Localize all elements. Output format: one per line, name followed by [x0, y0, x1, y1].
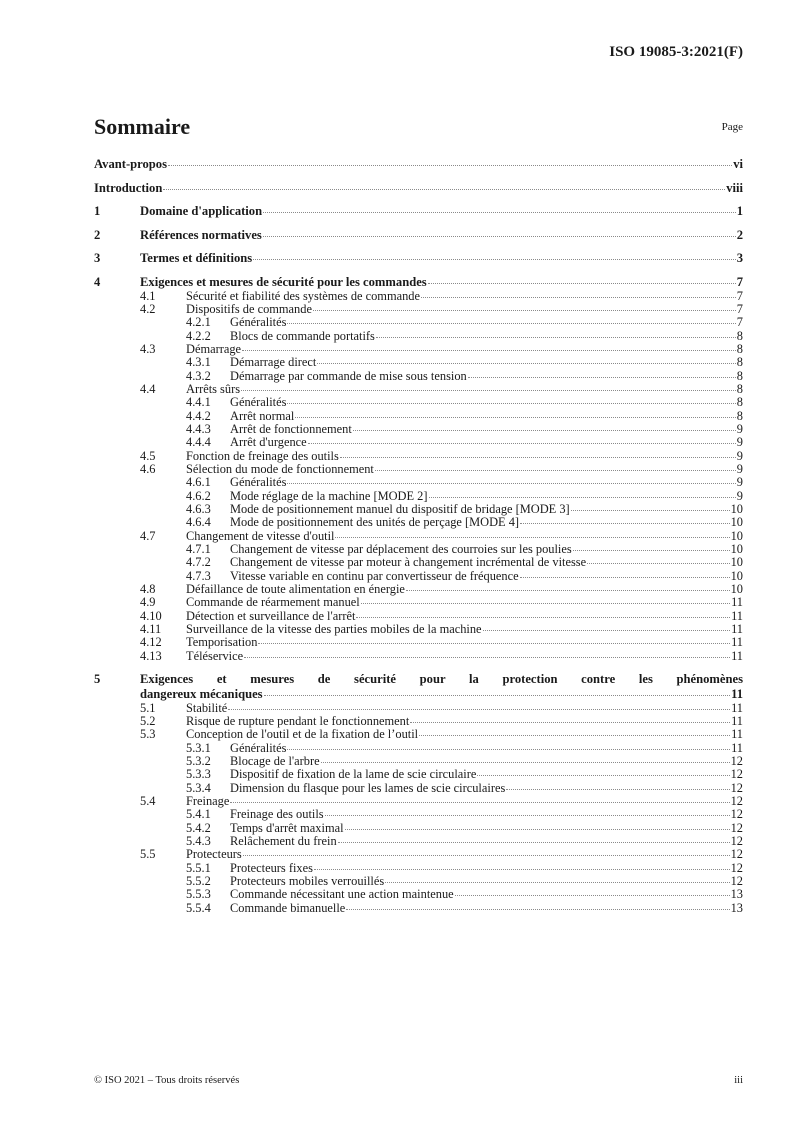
- dot-leader: [520, 577, 730, 578]
- dot-leader: [258, 643, 730, 644]
- dot-leader: [477, 775, 729, 776]
- dot-leader: [340, 457, 736, 458]
- toc-entry-number: 4.2: [140, 301, 156, 316]
- toc-entry-number: 4.6.1: [186, 475, 211, 490]
- toc-entry-title: Risque de rupture pendant le fonctionnement: [186, 713, 410, 728]
- toc-entry-page: 12: [730, 780, 743, 795]
- toc-entry[interactable]: [94, 383, 743, 396]
- toc-entry-page: viii: [726, 180, 743, 195]
- toc-entry-title: Dispositifs de commande: [186, 301, 312, 316]
- toc-entry-number: 5: [94, 671, 101, 686]
- page-column-label: Page: [721, 121, 743, 133]
- toc-entry-title: Freinage: [186, 794, 230, 809]
- toc-entry-title: Arrêts sûrs: [186, 381, 241, 396]
- dot-leader: [264, 695, 731, 696]
- dot-leader: [375, 470, 736, 471]
- dot-leader: [295, 417, 735, 418]
- toc-entry-page: 7: [736, 315, 743, 330]
- toc-entry[interactable]: [94, 530, 743, 543]
- toc-entry[interactable]: [94, 503, 743, 516]
- dot-leader: [455, 895, 730, 896]
- toc-entry-number: 5.4.3: [186, 834, 211, 849]
- toc-entry-number: 4.5: [140, 448, 156, 463]
- toc-entry[interactable]: [94, 650, 743, 663]
- toc-entry-page: 12: [730, 807, 743, 822]
- dot-leader: [346, 909, 729, 910]
- toc-entry[interactable]: [94, 204, 743, 219]
- toc-entry-page: 10: [730, 528, 743, 543]
- dot-leader: [410, 722, 730, 723]
- toc-entry-number: 5.3: [140, 727, 156, 742]
- dot-leader: [468, 377, 736, 378]
- table-of-contents: [94, 157, 743, 915]
- toc-entry-page: 7: [736, 274, 743, 289]
- toc-entry-page: 8: [736, 328, 743, 343]
- toc-entry[interactable]: [94, 875, 743, 888]
- dot-leader: [353, 430, 736, 431]
- toc-entry-title: Temporisation: [186, 635, 258, 650]
- dot-leader: [244, 657, 730, 658]
- toc-entry-page: 11: [731, 635, 743, 650]
- dot-leader: [520, 523, 730, 524]
- toc-entry-title: Relâchement du frein: [230, 834, 337, 849]
- toc-entry[interactable]: [94, 728, 743, 741]
- toc-entry-page: 11: [731, 740, 743, 755]
- toc-entry-number: 1: [94, 204, 101, 218]
- toc-entry-number: 4.6.4: [186, 515, 211, 530]
- toc-entry-page: 8: [736, 381, 743, 396]
- toc-entry[interactable]: [94, 782, 743, 795]
- dot-leader: [317, 363, 735, 364]
- toc-title: Sommaire: [94, 114, 191, 139]
- footer-page-number: iii: [734, 1075, 743, 1086]
- toc-entry[interactable]: [94, 636, 743, 649]
- toc-entry-title: Démarrage direct: [230, 355, 317, 370]
- toc-entry-page: 3: [736, 251, 743, 265]
- toc-entry[interactable]: [94, 343, 743, 356]
- toc-entry-title: Temps d'arrêt maximal: [230, 820, 344, 835]
- toc-entry-number: 4.4.4: [186, 435, 211, 450]
- document-id: ISO 19085-3:2021(F): [609, 44, 743, 60]
- toc-entry-title-line2-row: [140, 687, 743, 702]
- dot-leader: [587, 563, 730, 564]
- toc-entry[interactable]: [94, 303, 743, 316]
- toc-entry-number: 4.2.1: [186, 315, 211, 330]
- toc-entry-page: 11: [731, 608, 743, 623]
- dot-leader: [168, 165, 732, 166]
- toc-entry-number: 5.5: [140, 847, 156, 862]
- toc-entry-page: 13: [730, 900, 743, 915]
- dot-leader: [263, 236, 736, 237]
- toc-entry-title: Introduction: [94, 180, 163, 195]
- dot-leader: [385, 882, 729, 883]
- toc-entry[interactable]: [94, 623, 743, 636]
- toc-entry-number: 4.1: [140, 288, 156, 303]
- dot-leader: [230, 802, 729, 803]
- dot-leader: [345, 829, 730, 830]
- toc-entry-title: Défaillance de toute alimentation en énergie: [186, 582, 405, 597]
- toc-entry-page: 8: [736, 408, 743, 423]
- toc-entry-page: 13: [730, 887, 743, 902]
- toc-entry-page: vi: [733, 157, 743, 171]
- toc-entry-number: 5.4.1: [186, 807, 211, 822]
- dot-leader: [361, 603, 730, 604]
- toc-entry-page: 12: [730, 847, 743, 862]
- toc-entry[interactable]: [94, 755, 743, 768]
- toc-entry-page: 11: [731, 595, 743, 610]
- toc-entry-number: 4: [94, 274, 101, 289]
- toc-entry-title: Surveillance de la vitesse des parties mobiles de la machine: [186, 622, 482, 637]
- toc-entry-title: Arrêt normal: [230, 408, 295, 423]
- toc-entry-number: 3: [94, 251, 101, 265]
- toc-entry-page: 12: [730, 794, 743, 809]
- toc-entry-number: 4.6.2: [186, 488, 211, 503]
- toc-entry[interactable]: [94, 742, 743, 755]
- toc-entry-page: 10: [730, 555, 743, 570]
- dot-leader: [571, 510, 730, 511]
- toc-entry-number: 4.13: [140, 648, 162, 663]
- dot-leader: [506, 789, 729, 790]
- toc-entry-title: Généralités: [230, 475, 287, 490]
- toc-entry-page: 8: [736, 395, 743, 410]
- toc-entry[interactable]: [94, 516, 743, 529]
- toc-entry[interactable]: [94, 583, 743, 596]
- toc-entry-number: 4.7.2: [186, 555, 211, 570]
- toc-entry-title: Protecteurs mobiles verrouillés: [230, 874, 385, 889]
- toc-entry[interactable]: [94, 715, 743, 728]
- toc-entry-page: 11: [731, 713, 743, 728]
- dot-leader: [338, 842, 730, 843]
- toc-entry[interactable]: [94, 330, 743, 343]
- toc-entry-title: Commande bimanuelle: [230, 900, 346, 915]
- toc-entry-page: 10: [730, 515, 743, 530]
- toc-entry-page: 9: [736, 448, 743, 463]
- toc-entry[interactable]: [94, 450, 743, 463]
- toc-entry-title: Termes et définitions: [140, 251, 253, 265]
- toc-entry-page: 10: [730, 582, 743, 597]
- toc-entry-title: Fonction de freinage des outils: [186, 448, 339, 463]
- toc-entry-title: Commande de réarmement manuel: [186, 595, 360, 610]
- toc-entry-number: 4.6.3: [186, 502, 211, 516]
- toc-entry[interactable]: [94, 835, 743, 848]
- dot-leader: [573, 550, 730, 551]
- toc-entry-title: Freinage des outils: [230, 807, 324, 822]
- toc-entry[interactable]: [94, 768, 743, 781]
- toc-entry[interactable]: [94, 672, 743, 702]
- toc-entry[interactable]: [94, 808, 743, 821]
- toc-entry-title: Blocage de l'arbre: [230, 754, 320, 768]
- dot-leader: [228, 709, 730, 710]
- toc-entry[interactable]: [94, 543, 743, 556]
- toc-entry-front[interactable]: [94, 181, 743, 196]
- dot-leader: [325, 815, 730, 816]
- footer-copyright: © ISO 2021 – Tous droits réservés: [94, 1075, 240, 1086]
- toc-entry-number: 5.3.1: [186, 740, 211, 755]
- toc-entry-title: Mode de positionnement des unités de perçage [MODE 4]: [230, 515, 520, 530]
- toc-entry[interactable]: [94, 610, 743, 623]
- toc-entry-number: 4.8: [140, 582, 156, 597]
- toc-entry[interactable]: [94, 436, 743, 449]
- toc-entry-title: Mode de positionnement manuel du dispositif de bridage [MODE 3]: [230, 502, 570, 516]
- toc-entry-number: 5.4.2: [186, 820, 211, 835]
- toc-entry-number: 4.7.1: [186, 542, 211, 557]
- toc-entry-title: Arrêt de fonctionnement: [230, 421, 352, 436]
- toc-entry-title: Références normatives: [140, 227, 262, 242]
- toc-entry[interactable]: [94, 251, 743, 266]
- dot-leader: [314, 869, 730, 870]
- toc-entry-title: Généralités: [230, 740, 287, 755]
- toc-entry-page: 12: [730, 767, 743, 782]
- toc-entry[interactable]: [94, 410, 743, 423]
- toc-entry-page: 10: [730, 502, 743, 516]
- toc-entry-title: Sécurité et fiabilité des systèmes de commande: [186, 288, 420, 303]
- toc-entry[interactable]: [94, 275, 743, 290]
- toc-entry-title-block: [140, 672, 743, 702]
- toc-entry-page: 11: [731, 686, 743, 701]
- dot-leader: [243, 855, 730, 856]
- toc-entry-page: 9: [736, 488, 743, 503]
- toc-entry-page: 12: [730, 874, 743, 889]
- toc-entry-number: 5.2: [140, 713, 156, 728]
- toc-entry-number: 5.3.3: [186, 767, 211, 782]
- toc-entry-number: 4.4.2: [186, 408, 211, 423]
- toc-entry-title: Généralités: [230, 395, 287, 410]
- toc-entry[interactable]: [94, 848, 743, 861]
- toc-entry[interactable]: [94, 596, 743, 609]
- toc-entry-page: 2: [736, 227, 743, 242]
- toc-entry-number: 4.4.3: [186, 421, 211, 436]
- toc-entry[interactable]: [94, 570, 743, 583]
- toc-entry[interactable]: [94, 862, 743, 875]
- toc-entry[interactable]: [94, 396, 743, 409]
- dot-leader: [308, 443, 736, 444]
- toc-entry[interactable]: [94, 490, 743, 503]
- dot-leader: [321, 762, 730, 763]
- toc-entry[interactable]: [94, 423, 743, 436]
- toc-entry-title: Conception de l'outil et de la fixation de l’outil: [186, 727, 419, 742]
- toc-entry-front[interactable]: [94, 157, 743, 172]
- dot-leader: [421, 297, 736, 298]
- toc-entry-page: 11: [731, 700, 743, 715]
- dot-leader: [376, 337, 736, 338]
- toc-entry-title: Sélection du mode de fonctionnement: [186, 461, 374, 476]
- toc-entry-title: Changement de vitesse d'outil: [186, 528, 335, 543]
- dot-leader: [406, 590, 730, 591]
- toc-entry-page: 11: [731, 648, 743, 663]
- toc-entry-title-line1: Exigences et mesures de sécurité pour la protection contre les phénomènes: [140, 671, 743, 686]
- dot-leader: [287, 749, 730, 750]
- toc-entry-title: Dispositif de fixation de la lame de scie circulaire: [230, 767, 477, 782]
- toc-entry[interactable]: [94, 902, 743, 915]
- dot-leader: [287, 323, 735, 324]
- dot-leader: [335, 537, 729, 538]
- toc-entry-number: 4.9: [140, 595, 156, 610]
- toc-entry-number: 4.11: [140, 622, 162, 637]
- toc-entry-title: Commande nécessitant une action maintenue: [230, 887, 454, 902]
- dot-leader: [419, 735, 730, 736]
- toc-entry-number: 4.6: [140, 461, 156, 476]
- toc-entry-title: Stabilité: [186, 700, 228, 715]
- toc-entry-number: 4.7: [140, 528, 156, 543]
- toc-entry-page: 10: [730, 568, 743, 583]
- toc-entry-number: 5.3.4: [186, 780, 211, 795]
- toc-entry-page: 9: [736, 475, 743, 490]
- toc-entry-number: 2: [94, 227, 101, 242]
- toc-entry-page: 12: [730, 754, 743, 768]
- toc-entry-title: Dimension du flasque pour les lames de scie circulaires: [230, 780, 506, 795]
- toc-entry-title: Arrêt d'urgence: [230, 435, 307, 450]
- toc-entry[interactable]: [94, 228, 743, 243]
- toc-entry-number: 4.2.2: [186, 328, 211, 343]
- toc-entry-title: Changement de vitesse par déplacement des courroies sur les poulies: [230, 542, 572, 557]
- dot-leader: [263, 212, 736, 213]
- toc-entry-title: Domaine d'application: [140, 204, 263, 218]
- toc-entry-title: Démarrage par commande de mise sous tension: [230, 368, 467, 383]
- toc-entry-number: 4.4.1: [186, 395, 211, 410]
- toc-entry-page: 8: [736, 355, 743, 370]
- toc-entry-page: 7: [736, 288, 743, 303]
- toc-entry-number: 5.5.3: [186, 887, 211, 902]
- toc-entry-title: Protecteurs: [186, 847, 242, 862]
- toc-entry[interactable]: [94, 356, 743, 369]
- toc-entry-page: 11: [731, 727, 743, 742]
- toc-entry-number: 5.4: [140, 794, 156, 809]
- toc-entry-page: 7: [736, 301, 743, 316]
- toc-entry-title: Généralités: [230, 315, 287, 330]
- dot-leader: [287, 403, 735, 404]
- toc-entry-page: 12: [730, 860, 743, 875]
- toc-entry-number: 4.3.2: [186, 368, 211, 383]
- toc-entry-title: Exigences et mesures de sécurité pour les commandes: [140, 274, 427, 289]
- toc-entry-page: 9: [736, 461, 743, 476]
- toc-entry-number: 5.5.4: [186, 900, 211, 915]
- toc-entry-number: 4.12: [140, 635, 162, 650]
- toc-entry-title: Mode réglage de la machine [MODE 2]: [230, 488, 428, 503]
- toc-entry-page: 10: [730, 542, 743, 557]
- toc-entry-page: 12: [730, 820, 743, 835]
- toc-entry[interactable]: [94, 370, 743, 383]
- toc-entry-number: 5.1: [140, 700, 156, 715]
- toc-entry[interactable]: [94, 290, 743, 303]
- toc-entry-number: 4.4: [140, 381, 156, 396]
- toc-entry-title: Protecteurs fixes: [230, 860, 313, 875]
- toc-entry[interactable]: [94, 556, 743, 569]
- toc-entry-title: Vitesse variable en continu par convertisseur de fréquence: [230, 568, 519, 583]
- toc-entry-page: 8: [736, 368, 743, 383]
- toc-entry-page: 8: [736, 341, 743, 356]
- toc-entry-title: Détection et surveillance de l'arrêt: [186, 608, 356, 623]
- dot-leader: [241, 390, 736, 391]
- toc-entry-title: Changement de vitesse par moteur à changement incrémental de vitesse: [230, 555, 587, 570]
- toc-entry[interactable]: [94, 795, 743, 808]
- toc-entry-title: Avant-propos: [94, 157, 168, 171]
- toc-entry-number: 5.5.2: [186, 874, 211, 889]
- dot-leader: [163, 189, 725, 190]
- toc-entry-number: 4.7.3: [186, 568, 211, 583]
- toc-entry-page: 11: [731, 622, 743, 637]
- dot-leader: [253, 259, 736, 260]
- toc-entry[interactable]: [94, 822, 743, 835]
- dot-leader: [356, 617, 730, 618]
- dot-leader: [242, 350, 736, 351]
- dot-leader: [428, 283, 736, 284]
- toc-entry-page: 9: [736, 421, 743, 436]
- dot-leader: [287, 483, 735, 484]
- toc-entry-number: 4.3.1: [186, 355, 211, 370]
- dot-leader: [429, 497, 736, 498]
- toc-entry-number: 5.5.1: [186, 860, 211, 875]
- toc-entry[interactable]: [94, 316, 743, 329]
- toc-entry[interactable]: [94, 476, 743, 489]
- toc-entry[interactable]: [94, 702, 743, 715]
- toc-entry[interactable]: [94, 463, 743, 476]
- toc-entry-number: 4.3: [140, 341, 156, 356]
- toc-entry-title: Démarrage: [186, 341, 242, 356]
- toc-entry[interactable]: [94, 888, 743, 901]
- toc-entry-page: 9: [736, 435, 743, 450]
- dot-leader: [483, 630, 731, 631]
- toc-entry-title: Blocs de commande portatifs: [230, 328, 375, 343]
- toc-entry-number: 5.3.2: [186, 754, 211, 768]
- toc-entry-title-line2: dangereux mécaniques: [140, 686, 263, 701]
- toc-entry-page: 1: [736, 204, 743, 218]
- toc-entry-page: 12: [730, 834, 743, 849]
- toc-entry-title: Téléservice: [186, 648, 244, 663]
- toc-entry-number: 4.10: [140, 608, 162, 623]
- dot-leader: [313, 310, 736, 311]
